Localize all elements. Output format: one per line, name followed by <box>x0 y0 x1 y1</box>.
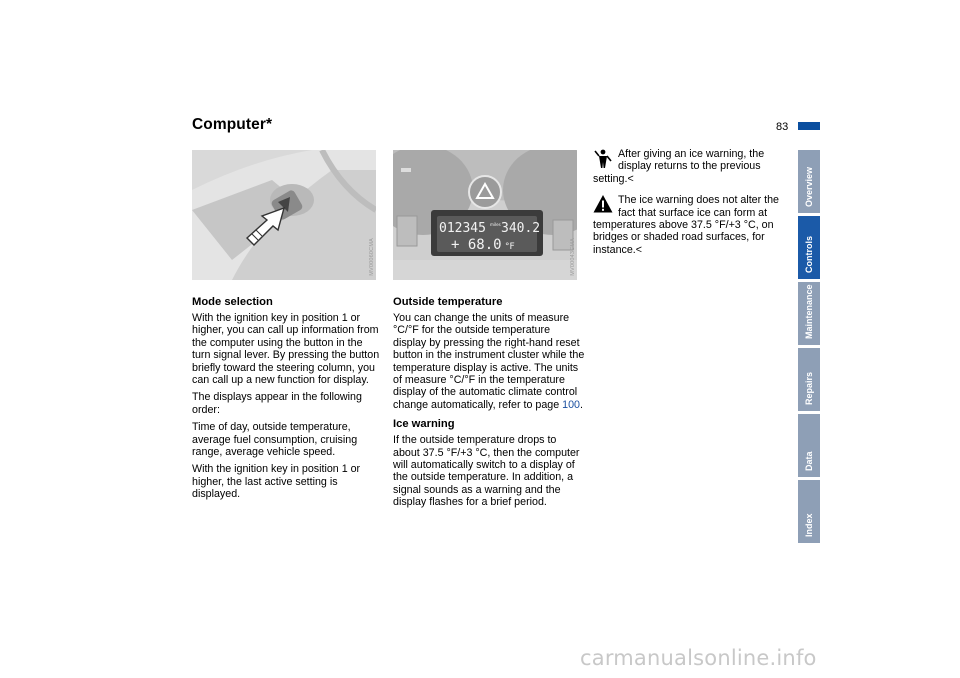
tab-label: Index <box>804 513 814 537</box>
paragraph: With the ignition key in position 1 or higher, you can call up information from the computer using the button in the turn signal lever. By pressing the button briefly toward the steering column, you can call up a new function for display. <box>192 312 380 387</box>
tab-label: Controls <box>804 236 814 273</box>
paragraph: If the outside temperature drops to about 37.5 °F/+3 °C, then the computer will automatically switch to a display of the outside temperature. In addition, a signal sounds as a warning and the display flashes for a brief period. <box>393 434 580 509</box>
tab-maintenance[interactable] <box>798 282 820 345</box>
temperature-readout: + 68.0 <box>451 237 502 253</box>
temperature-unit: °F <box>505 242 515 252</box>
paragraph-end: . <box>579 398 583 411</box>
odometer-readout: 012345 <box>439 221 486 236</box>
warning-note-text: The ice warning does not alter the fact that surface ice can form at temperatures above 37.5 °F/+3 °C, on bridges or shaded road surfaces, for instance. <box>593 194 780 256</box>
photo-code: MV00060CMA <box>369 238 375 276</box>
mode-selection-heading: Mode selection <box>192 296 273 308</box>
tab-controls[interactable] <box>798 216 820 279</box>
notes-section <box>593 148 787 262</box>
tab-repairs[interactable] <box>798 348 820 411</box>
tip-note-text: After giving an ice warning, the display returns to the previous setting. <box>593 148 765 185</box>
mode-selection-section <box>192 296 382 506</box>
instrument-cluster-photo <box>393 150 577 280</box>
page-title: Computer* <box>192 116 273 133</box>
tab-label: Data <box>804 451 814 471</box>
tab-overview[interactable] <box>798 150 820 213</box>
turn-signal-lever-photo <box>192 150 376 280</box>
outside-temperature-heading: Outside temperature <box>393 296 503 308</box>
miles-label: miles <box>490 222 501 227</box>
end-mark: < <box>627 172 634 185</box>
tab-label: Overview <box>804 166 814 207</box>
photo-code: MV00043CMA <box>570 238 576 276</box>
tab-index[interactable] <box>798 480 820 543</box>
end-mark: < <box>635 243 643 256</box>
paragraph: With the ignition key in position 1 or higher, the last active setting is displayed. <box>192 463 361 501</box>
turn-signal-lever-button-photo <box>192 150 376 280</box>
warning-triangle-icon <box>593 194 613 214</box>
paragraph: Time of day, outside temperature, average fuel consumption, cruising range, average vehicle speed. <box>192 421 358 459</box>
page-number: 83 <box>776 121 789 133</box>
instrument-cluster-display-photo <box>393 150 577 280</box>
tab-label: Repairs <box>804 371 814 405</box>
tip-note <box>593 148 787 185</box>
paragraph-text: You can change the units of measure °C/°F for the outside temperature display by pressing the right-hand reset button in the instrument cluster while the temperature display is active. The units of measure °C/°F in the temperature display of the automatic climate control change automatically, refer to page <box>393 312 585 411</box>
ice-warning-heading: Ice warning <box>393 418 455 431</box>
tab-data[interactable] <box>798 414 820 477</box>
paragraph: The displays appear in the following order: <box>192 391 362 416</box>
watermark: carmanualsonline.info <box>580 646 817 670</box>
tab-label: Maintenance <box>804 284 814 339</box>
warning-note <box>593 194 787 256</box>
trip-readout: 340.2 <box>501 221 541 236</box>
paragraph <box>393 312 585 411</box>
section-tabs <box>798 150 820 546</box>
page-reference-link[interactable]: 100 <box>562 398 580 411</box>
page-marker <box>798 122 820 130</box>
person-tip-icon <box>593 148 613 168</box>
outside-temperature-section <box>393 296 585 514</box>
